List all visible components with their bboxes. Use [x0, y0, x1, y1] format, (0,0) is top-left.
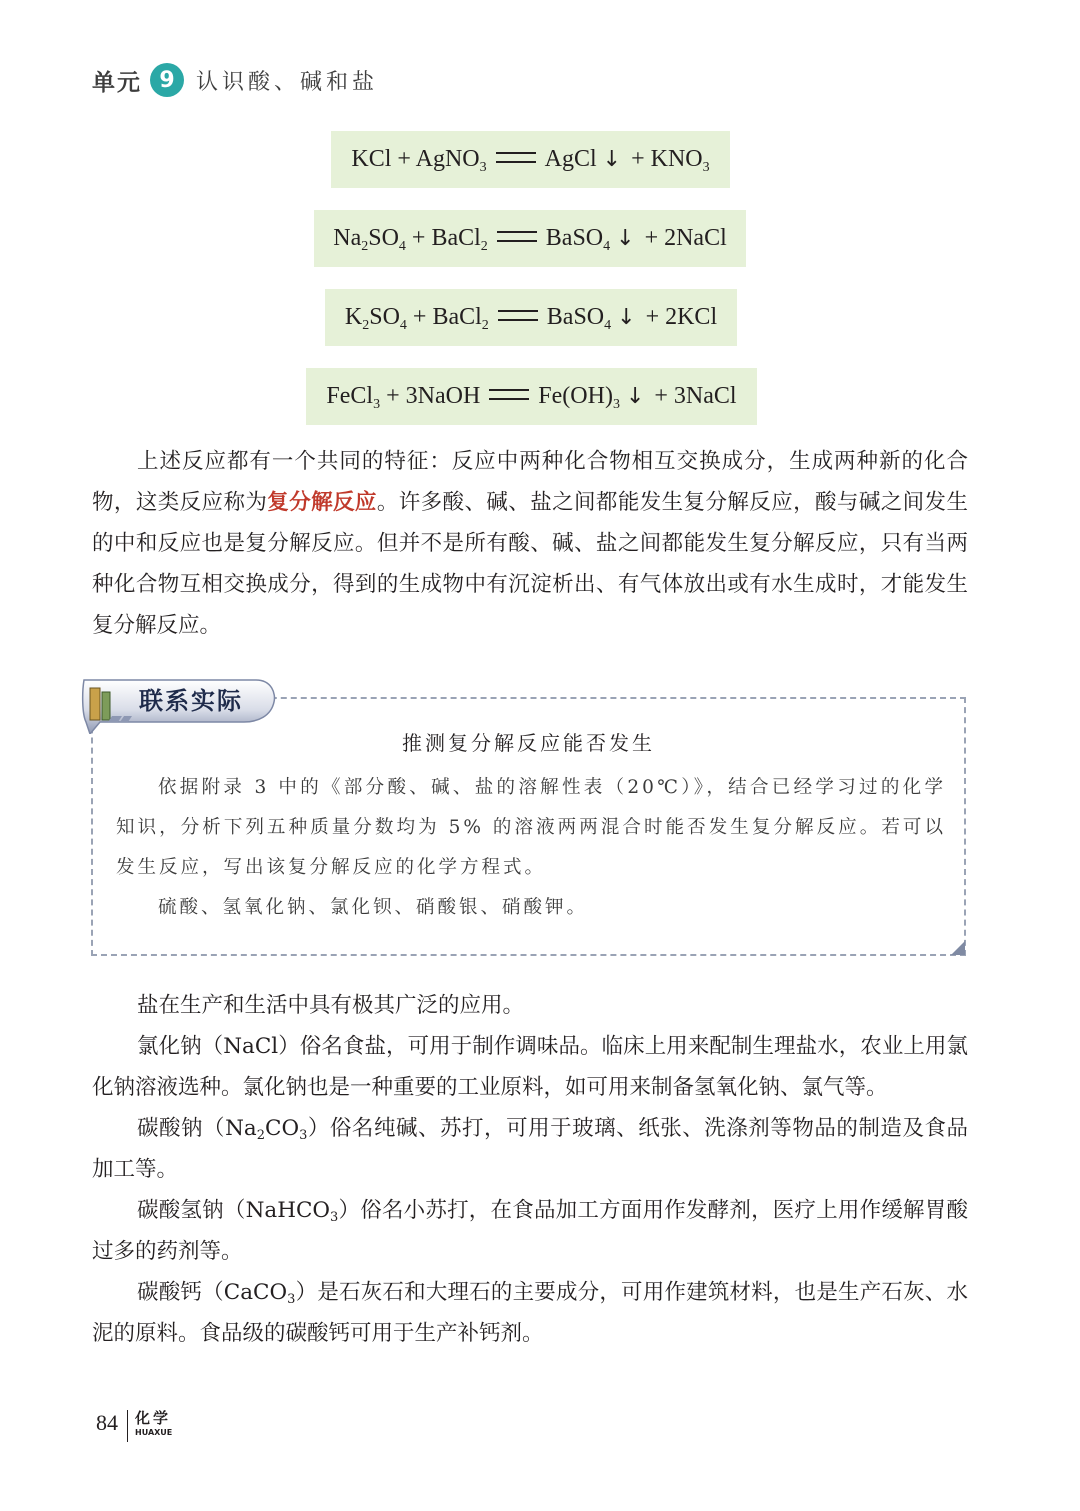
equation-2: [314, 210, 746, 267]
body-paragraph: [92, 1190, 968, 1272]
equation-3: [325, 289, 737, 346]
unit-label: 单元: [92, 69, 142, 96]
formula-text: + 2KCl: [645, 304, 718, 330]
formula-text: FeCl: [326, 383, 374, 409]
subscript: 3: [299, 1128, 308, 1143]
practice-banner-label: 联系实际: [139, 687, 243, 715]
practice-substances: 硫酸、氢氧化钠、氯化钡、硝酸银、硝酸钾。: [158, 897, 589, 918]
unit-number-badge: 9: [150, 63, 184, 97]
text-run: ）俗名小苏打，在食品加工方面用作发酵剂，医疗上用作缓解胃酸过多的药剂等。: [92, 1198, 968, 1264]
equation-lhs: [326, 383, 480, 410]
formula-text: + BaCl: [406, 304, 482, 330]
intro-text-after: 。许多酸、碱、盐之间都能发生复分解反应，酸与碱之间发生的中和反应也是复分解反应。但并不是所有酸、碱、盐之间都能发生复分解反应，只有当两种化合物互相交换成分，得到的生成物中有沉淀析出、有气体放出或有水生成时，才能发生复分解反应。: [92, 490, 968, 638]
equation-rhs: [538, 383, 620, 410]
formula-subscript: 2: [480, 239, 488, 254]
formula-text: SO: [368, 225, 399, 251]
formula-subscript: 4: [399, 318, 407, 333]
equation-4: [306, 368, 757, 425]
unit-header: [92, 60, 378, 100]
equation-lhs: [345, 304, 489, 331]
box-corner-decoration: [951, 941, 965, 955]
equation-lhs: [333, 225, 488, 252]
equation-tail: [646, 304, 718, 331]
intro-text-before: 上述反应都有一个共同的特征：反应中两种化合物相互交换成分，生成两种新的化合物，这类反应称为: [92, 449, 968, 515]
formula-subscript: 2: [361, 239, 369, 254]
equation-rhs: [545, 146, 597, 173]
precipitate-arrow-icon: ↓: [602, 147, 622, 172]
body-paragraph: [92, 1272, 968, 1354]
footer-divider: [127, 1410, 128, 1442]
footer-subject-en: HUAXUE: [135, 1428, 173, 1437]
formula-text: + 2NaCl: [644, 225, 727, 251]
equation-1: [331, 131, 730, 188]
precipitate-arrow-icon: ↓: [616, 226, 635, 251]
practice-paragraph: 依据附录 3 中的《部分酸、碱、盐的溶解性表（20℃）》，结合已经学习过的化学知识，分析下列五种质量分数均为 5% 的溶液两两混合时能否发生复分解反应。若可以发生反应，写出该复分解反应的化学方程式。: [116, 777, 946, 878]
equals-sign: [496, 152, 536, 163]
unit-title: 认识酸、碱和盐: [196, 69, 379, 95]
equals-sign: [489, 389, 529, 400]
equation-lhs: [351, 146, 486, 173]
formula-subscript: 2: [362, 318, 370, 333]
footer-subject-cn: 化学: [135, 1409, 172, 1427]
equation-tail: [654, 383, 736, 410]
formula-text: BaSO: [545, 225, 604, 251]
formula-subscript: 2: [481, 318, 489, 333]
formula-subscript: 4: [604, 318, 612, 333]
formula-subscript: 4: [603, 239, 611, 254]
formula-subscript: 3: [612, 397, 620, 412]
body-paragraph: 氯化钠（NaCl）俗名食盐，可用于制作调味品。临床上用来配制生理盐水，农业上用氯化钠溶液选种。氯化钠也是一种重要的工业原料，如可用来制备氢氧化钠、氯气等。: [92, 1034, 968, 1100]
body-text: [92, 985, 968, 1354]
formula-text: Na: [333, 225, 362, 251]
formula-text: + KNO: [631, 146, 703, 172]
practice-body: [116, 768, 946, 928]
body-paragraph: 盐在生产和生活中具有极其广泛的应用。: [137, 993, 525, 1018]
formula-text: AgCl: [544, 146, 597, 172]
formula-text: + 3NaCl: [654, 383, 737, 409]
formula-text: KCl: [351, 146, 392, 172]
formula-subscript: 3: [479, 160, 487, 175]
equation-rhs: [547, 304, 611, 331]
text-run: CO: [265, 1116, 300, 1141]
text-run: 碳酸钠（Na: [137, 1116, 257, 1141]
text-run: 碳酸钙（CaCO: [137, 1280, 288, 1305]
intro-paragraph: [92, 441, 968, 646]
practice-title: 推测复分解反应能否发生: [402, 731, 655, 755]
page-number: 84: [96, 1410, 118, 1435]
equation-tail: [631, 146, 710, 173]
formula-text: K: [344, 304, 363, 330]
formula-subscript: 3: [373, 397, 381, 412]
key-term: 复分解反应: [267, 490, 377, 515]
subscript: 3: [330, 1210, 339, 1225]
precipitate-arrow-icon: ↓: [617, 305, 636, 330]
precipitate-arrow-icon: ↓: [625, 384, 645, 409]
equation-rhs: [546, 225, 610, 252]
body-paragraph: [92, 1108, 968, 1190]
formula-text: + 3NaOH: [380, 383, 481, 409]
subscript: 3: [287, 1292, 296, 1307]
formula-text: BaSO: [546, 304, 605, 330]
text-run: ）俗名纯碱、苏打，可用于玻璃、纸张、洗涤剂等物品的制造及食品加工等。: [92, 1116, 968, 1182]
subscript: 2: [256, 1128, 265, 1143]
formula-text: + BaCl: [405, 225, 481, 251]
text-run: ）是石灰石和大理石的主要成分，可用作建筑材料，也是生产石灰、水泥的原料。食品级的碳酸钙可用于生产补钙剂。: [92, 1280, 968, 1346]
text-run: 碳酸氢钠（NaHCO: [137, 1198, 331, 1223]
formula-subscript: 4: [398, 239, 406, 254]
formula-text: + AgNO: [391, 146, 480, 172]
formula-subscript: 3: [702, 160, 710, 175]
equation-tail: [645, 225, 727, 252]
formula-text: SO: [369, 304, 400, 330]
equals-sign: [497, 231, 537, 242]
formula-text: Fe(OH): [538, 383, 613, 409]
equals-sign: [498, 310, 538, 321]
